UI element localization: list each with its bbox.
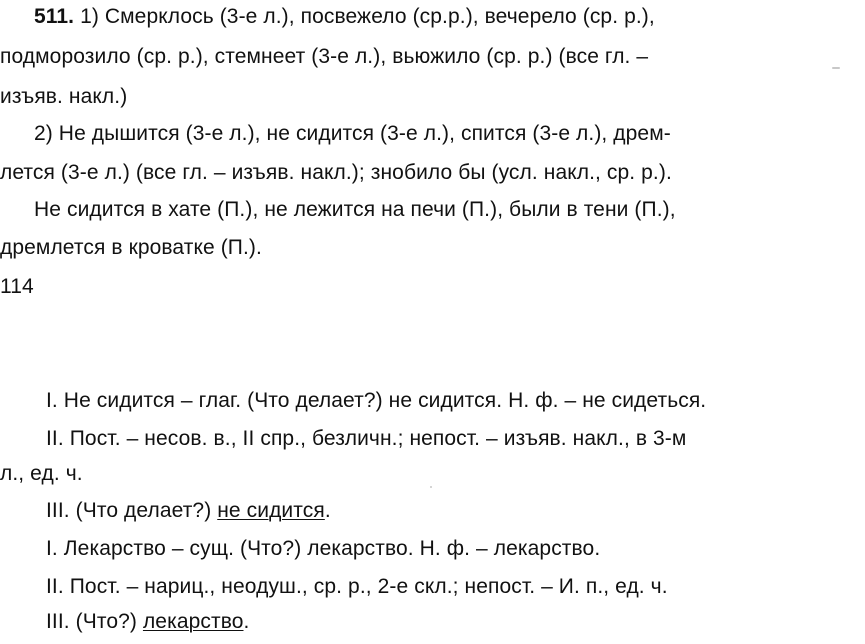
exercise-line-2: подморозило (ср. р.), стемнеет (3-е л.), вьюжило (ср. р.) (все гл. – [0, 45, 649, 68]
analysis-line-7-period: . [243, 610, 250, 633]
analysis-line-4-prefix: III. (Что делает?) [46, 499, 218, 522]
exercise-text-1: 1) Смерклось (3-е л.), посвежело (ср.р.), вечерело (ср. р.), [80, 5, 655, 28]
exercise-line-5: лется (3-е л.) (все гл. – изъяв. накл.); знобило бы (усл. накл., ср. р.). [0, 161, 672, 184]
analysis-line-6: II. Пост. – нариц., неодуш., ср. р., 2-е скл.; непост. – И. п., ед. ч. [46, 575, 668, 598]
exercise-line-3: изъяв. накл.) [0, 85, 128, 108]
exercise-line-6: Не сидится в хате (П.), не лежится на печи (П.), были в тени (П.), [34, 198, 676, 221]
analysis-line-7 [46, 609, 249, 635]
exercise-line-4: 2) Не дышится (3-е л.), не сидится (3-е л.), спится (3-е л.), дрем- [34, 122, 671, 145]
section-separator [0, 300, 865, 380]
analysis-line-3: л., ед. ч. [0, 462, 83, 485]
page-number: 114 [0, 275, 34, 298]
underlined-noun: лекарство [142, 610, 244, 633]
analysis-line-4 [46, 498, 331, 524]
underlined-predicate: не сидится [217, 499, 325, 522]
analysis-line-1: I. Не сидится – глаг. (Что делает?) не сидится. Н. ф. – не сидеться. [46, 389, 707, 412]
exercise-line-1 [34, 4, 655, 30]
scan-mark [832, 67, 840, 69]
scan-speck [430, 486, 432, 488]
exercise-number: 511. [34, 5, 75, 28]
exercise-line-7: дремлется в кроватке (П.). [0, 236, 262, 259]
analysis-line-7-prefix: III. (Что?) [46, 610, 143, 633]
analysis-line-2: II. Пост. – несов. в., II спр., безличн.; непост. – изъяв. накл., в 3-м [46, 427, 687, 450]
analysis-line-5: I. Лекарство – сущ. (Что?) лекарство. Н. ф. – лекарство. [46, 537, 601, 560]
analysis-line-4-period: . [324, 499, 331, 522]
